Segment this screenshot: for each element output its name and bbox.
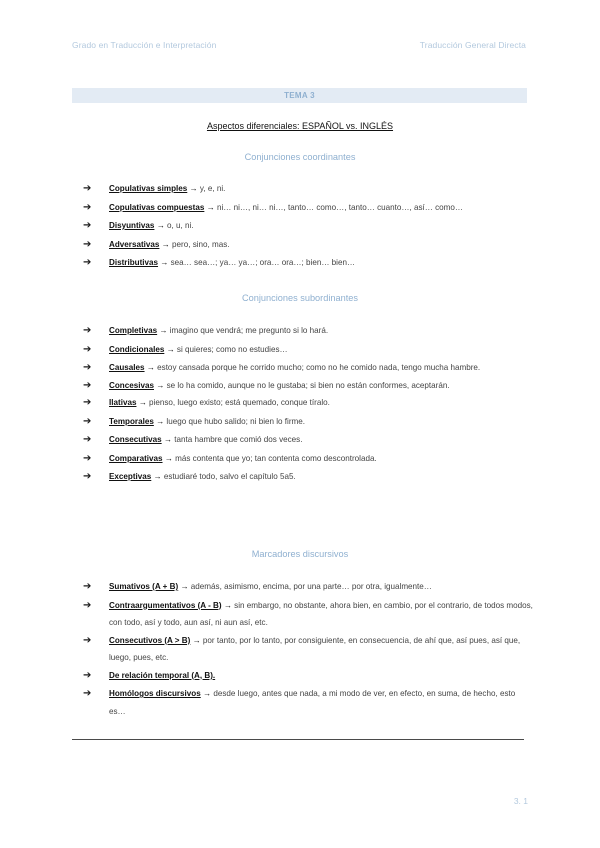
list-item (83, 667, 533, 686)
list-item (83, 597, 533, 632)
item-description: desde luego, antes que nada, a mi modo de ver, en efecto, en suma, de hecho, esto es… (109, 689, 516, 716)
right-arrow-icon: → (192, 635, 201, 645)
list-item (83, 468, 533, 487)
divider (72, 739, 524, 740)
list-item (83, 394, 533, 413)
list-item (83, 431, 533, 450)
item-description: además, asimismo, encima, por una parte… por otra, igualmente… (188, 582, 432, 591)
right-arrow-icon: → (206, 202, 215, 212)
coordinantes-list (83, 180, 533, 273)
list-item (83, 377, 533, 395)
item-term: Ilativas (109, 398, 137, 407)
right-arrow-icon: → (156, 380, 165, 390)
bullet-arrow-icon: ➔ (83, 415, 92, 427)
item-term: Contraargumentativos (A - B) (109, 600, 222, 610)
bullet-arrow-icon: ➔ (83, 688, 92, 699)
item-description: o, u, ni. (164, 221, 194, 230)
right-arrow-icon: → (156, 221, 165, 230)
item-term: De relación temporal (A, B). (109, 670, 216, 680)
bullet-arrow-icon: ➔ (83, 343, 92, 355)
item-description: estudiaré todo, salvo el capítulo 5a5. (161, 472, 296, 481)
bullet-arrow-icon: ➔ (83, 599, 92, 611)
item-term: Exceptivas (109, 472, 152, 481)
list-item (83, 180, 533, 199)
list-item (83, 236, 533, 255)
item-description: imagino que vendrá; me pregunto si lo hará. (167, 326, 329, 335)
bullet-arrow-icon: ➔ (83, 397, 92, 408)
item-term: Condicionales (109, 344, 165, 354)
right-arrow-icon: → (189, 184, 198, 193)
item-description: tanta hambre que comió dos veces. (171, 435, 303, 444)
right-arrow-icon: → (146, 363, 155, 372)
list-item (83, 413, 533, 432)
bullet-arrow-icon: ➔ (83, 669, 92, 681)
list-item (83, 359, 533, 377)
item-description: luego que hubo salido; ni bien lo firme. (164, 416, 306, 426)
item-description: estoy cansada porque he corrido mucho; como no he comido nada, tengo mucha hambre. (154, 363, 481, 372)
item-description: si quieres; como no estudies… (174, 344, 288, 354)
list-item (83, 199, 533, 218)
bullet-arrow-icon: ➔ (83, 379, 92, 391)
item-description: pienso, luego existo; está quemado, conque tíralo. (146, 398, 330, 407)
item-description: sin embargo, no obstante, ahora bien, en cambio, por el contrario, de todos modos, con todo, así y todo, aun así, ni aun así, etc. (109, 600, 533, 627)
header-right: Traducción General Directa (419, 40, 526, 50)
item-term: Homólogos discursivos (109, 689, 201, 698)
right-arrow-icon: → (163, 435, 172, 444)
bullet-arrow-icon: ➔ (83, 452, 92, 464)
section-title-coordinantes: Conjunciones coordinantes (244, 152, 356, 162)
item-description: sea… sea…; ya… ya…; ora… ora…; bien… bien… (168, 258, 356, 267)
right-arrow-icon: → (153, 472, 162, 481)
bullet-arrow-icon: ➔ (83, 581, 92, 592)
bullet-arrow-icon: ➔ (83, 201, 92, 213)
bullet-arrow-icon: ➔ (83, 434, 92, 445)
bullet-arrow-icon: ➔ (83, 362, 92, 373)
item-term: Adversativas (109, 239, 160, 249)
bullet-arrow-icon: ➔ (83, 325, 92, 336)
item-term: Copulativas simples (109, 184, 188, 193)
bullet-arrow-icon: ➔ (83, 634, 92, 646)
item-term: Sumativos (A + B) (109, 582, 179, 591)
list-item (83, 217, 533, 236)
right-arrow-icon: → (180, 582, 189, 591)
item-description: más contenta que yo; tan contenta como descontrolada. (172, 453, 377, 463)
right-arrow-icon: → (166, 344, 175, 354)
item-description: y, e, ni. (197, 184, 226, 193)
subordinantes-list (83, 322, 533, 487)
page-title: Aspectos diferenciales: ESPAÑOL vs. INGLÉS (206, 121, 394, 131)
item-term: Completivas (109, 326, 158, 335)
list-item (83, 254, 533, 273)
section-title-marcadores: Marcadores discursivos (251, 549, 349, 559)
header-left: Grado en Traducción e Interpretación (72, 40, 217, 50)
bullet-arrow-icon: ➔ (83, 471, 92, 482)
list-item (83, 632, 533, 667)
item-term: Comparativas (109, 453, 163, 463)
bullet-arrow-icon: ➔ (83, 183, 92, 194)
item-term: Causales (109, 363, 145, 372)
right-arrow-icon: → (156, 416, 165, 426)
item-term: Consecutivos (A > B) (109, 635, 191, 645)
item-description: ni… ni…, ni… ni…, tanto… como…, tanto… cuanto…, así… como… (214, 202, 464, 212)
item-term: Temporales (109, 416, 154, 426)
list-item (83, 322, 533, 341)
item-term: Distributivas (109, 258, 159, 267)
item-term: Consecutivas (109, 435, 162, 444)
item-term: Copulativas compuestas (109, 202, 205, 212)
right-arrow-icon: → (203, 689, 212, 698)
list-item (83, 341, 533, 360)
section-title-subordinantes: Conjunciones subordinantes (242, 293, 358, 303)
list-item (83, 685, 533, 720)
right-arrow-icon: → (160, 258, 169, 267)
page-number: 3. 1 (513, 796, 528, 806)
bullet-arrow-icon: ➔ (83, 220, 92, 231)
right-arrow-icon: → (159, 326, 168, 335)
item-term: Disyuntivas (109, 221, 155, 230)
tema-bar: TEMA 3 (72, 88, 527, 103)
marcadores-list (83, 578, 533, 720)
right-arrow-icon: → (223, 600, 232, 610)
item-term: Concesivas (109, 380, 154, 390)
list-item (83, 578, 533, 597)
right-arrow-icon: → (164, 453, 173, 463)
right-arrow-icon: → (138, 398, 147, 407)
right-arrow-icon: → (161, 239, 170, 249)
item-description: por tanto, por lo tanto, por consiguiente, en consecuencia, de ahí que, así pues, así que, luego, pues, etc. (109, 635, 521, 662)
item-description: pero, sino, mas. (169, 239, 230, 249)
item-description: se lo ha comido, aunque no le gustaba; si bien no están conformes, aceptarán. (164, 380, 450, 390)
bullet-arrow-icon: ➔ (83, 257, 92, 268)
bullet-arrow-icon: ➔ (83, 238, 92, 250)
list-item (83, 450, 533, 469)
